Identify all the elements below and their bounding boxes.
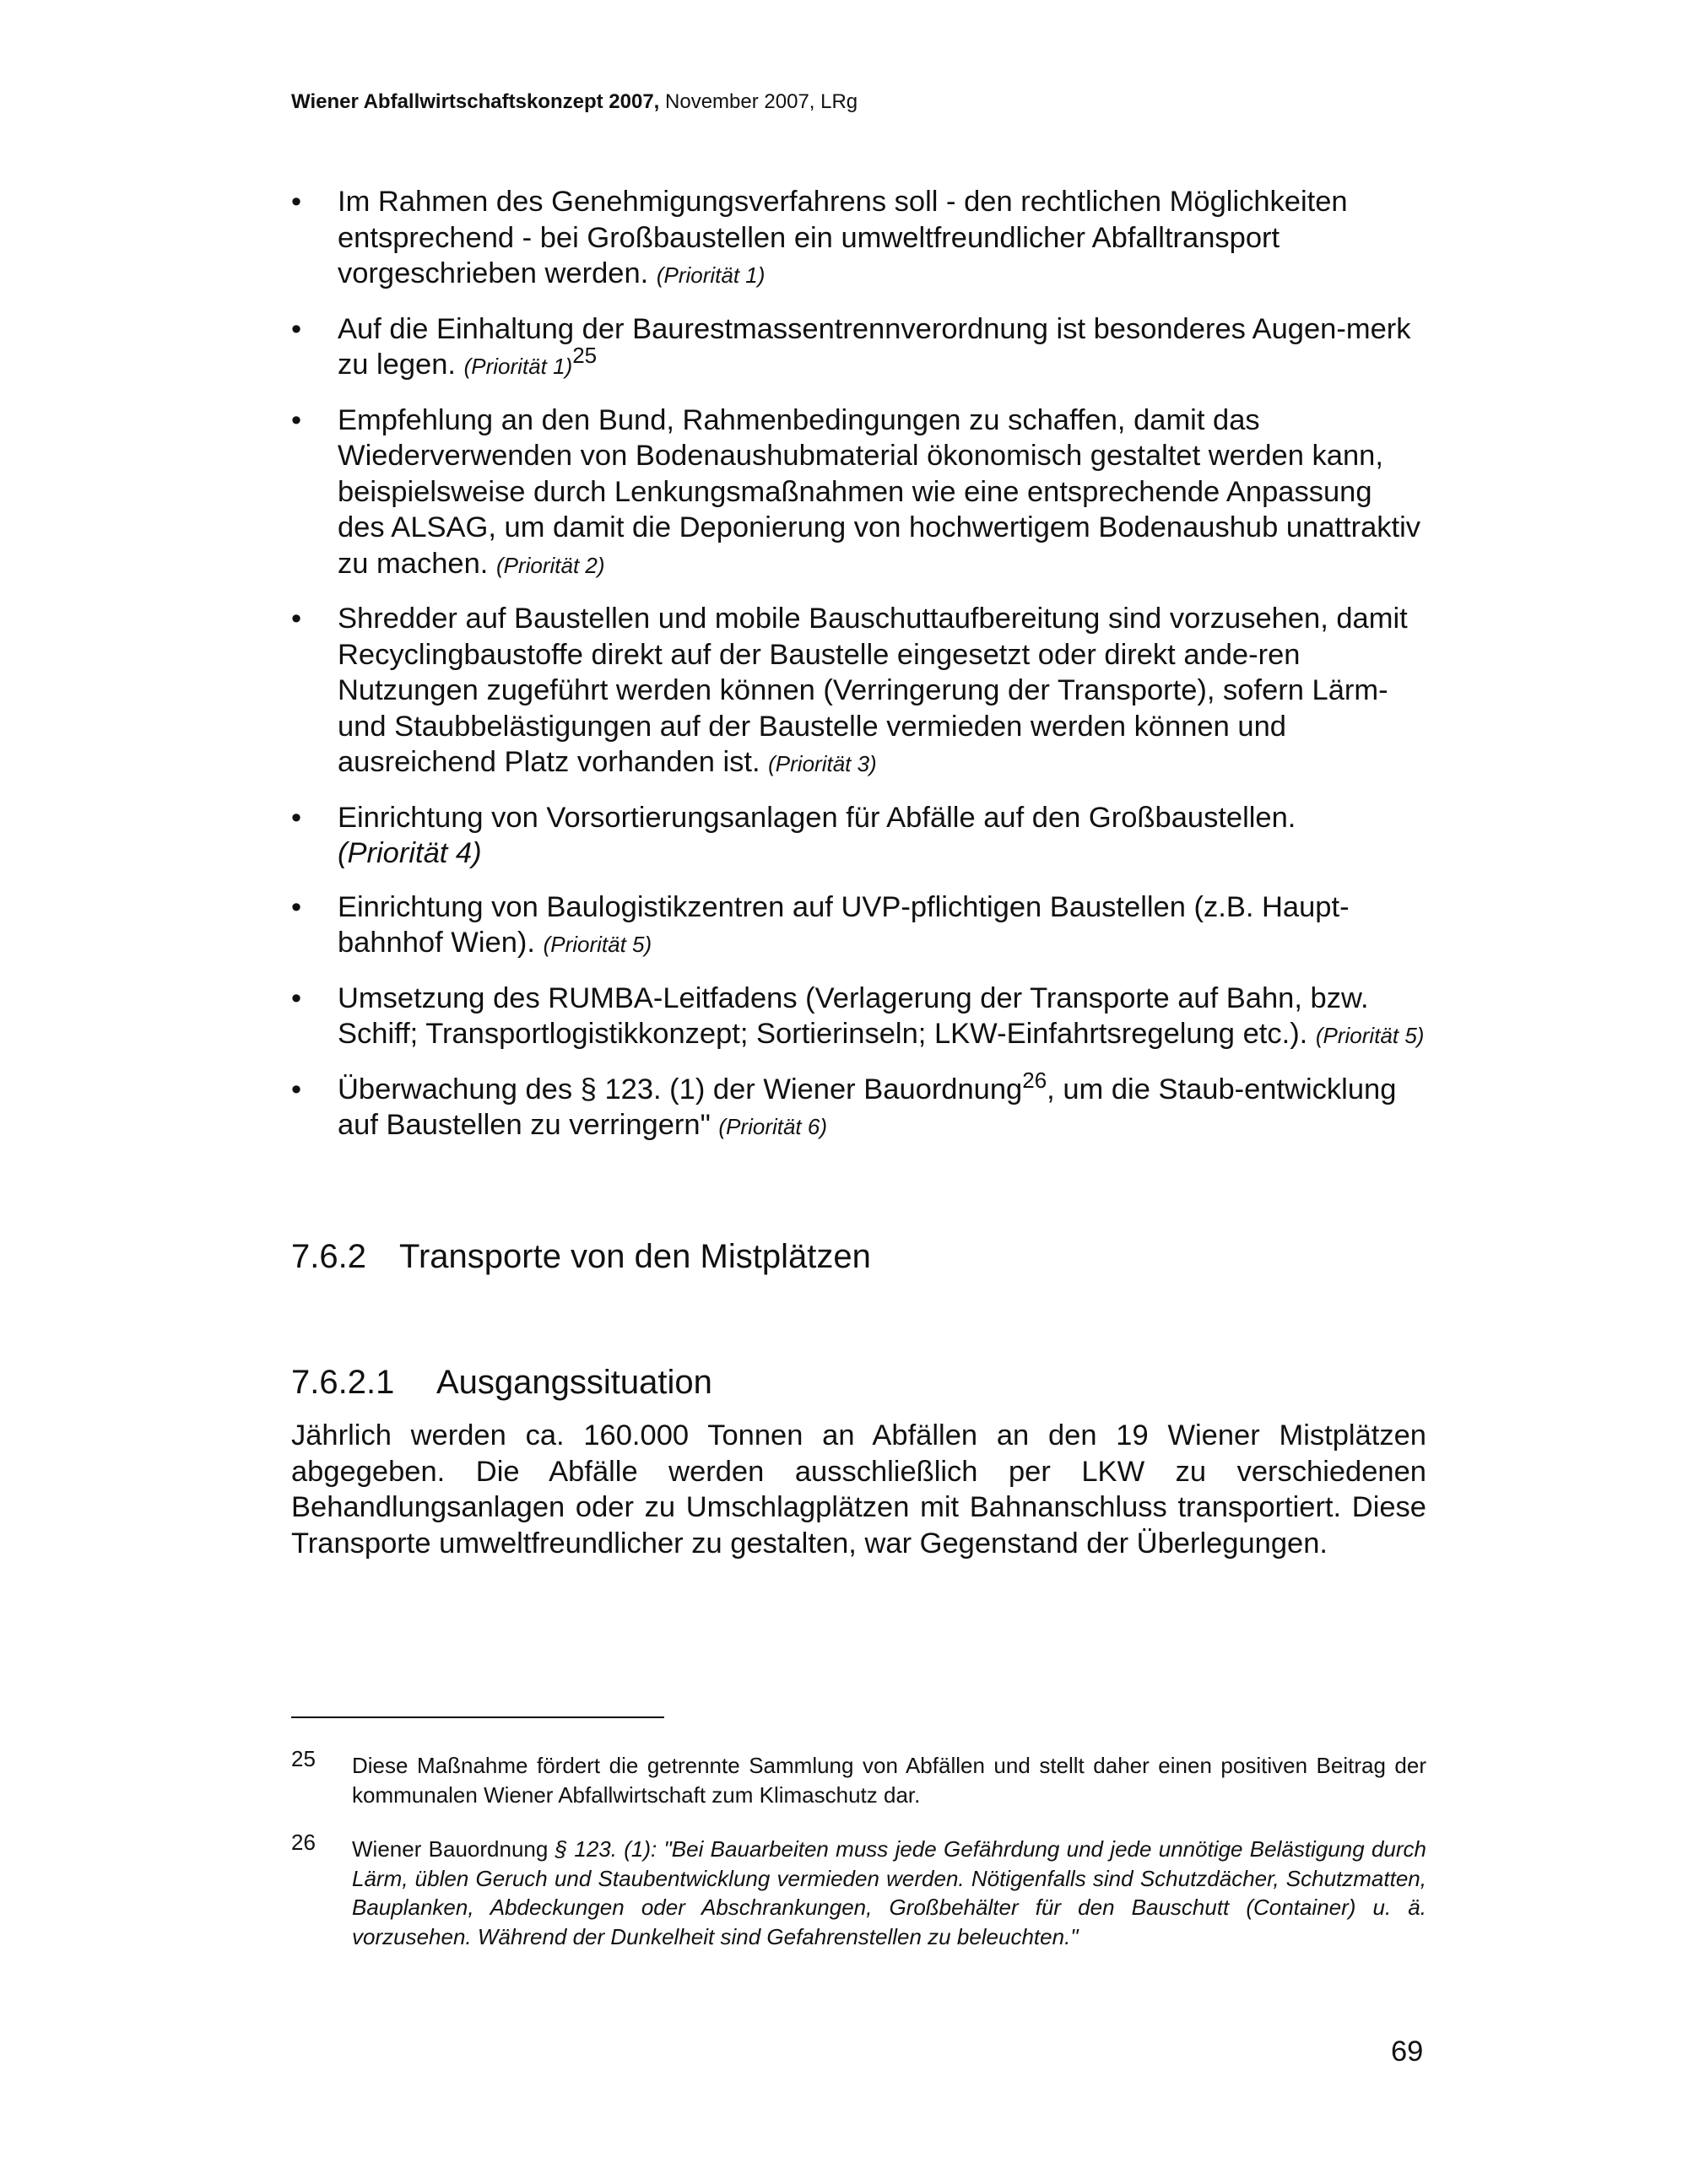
page-number: 69 xyxy=(1391,2035,1424,2068)
bullet-icon: • xyxy=(291,312,302,345)
subsection-heading xyxy=(291,1362,712,1403)
bullet-icon: • xyxy=(291,1073,302,1106)
list-item-text: Empfehlung an den Bund, Rahmenbedingungen zu schaffen, damit das Wiederverwenden von Bodenaushubmaterial ökonomisch gestaltet werden kann, beispielsweise durch Lenkungsmaßnahmen wie eine entsprechende Anpassung des ALSAG, um damit die Deponierung von hochwertigem Bodenaushub unattraktiv zu machen. xyxy=(338,403,1421,580)
subsection-number: 7.6.2.1 xyxy=(291,1364,395,1401)
subsection-title: Ausgangssituation xyxy=(436,1364,712,1401)
section-number: 7.6.2 xyxy=(291,1238,366,1275)
footnote-text: Diese Maßnahme fördert die getrennte Sammlung von Abfällen und stellt daher einen positiven Beitrag der kommunalen Wiener Abfallwirtschaft zum Klimaschutz dar. xyxy=(352,1753,1426,1808)
footnotes xyxy=(291,1746,1427,1976)
section-title: Transporte von den Mistplätzen xyxy=(399,1238,871,1275)
section-heading xyxy=(291,1236,871,1277)
footnote-quote: § 123. (1): "Bei Bauarbeiten muss jede Gefährdung und jede unnötige Belästigung durch Lärm, üblen Geruch und Staubentwicklung vermieden werden. Nötigenfalls sind Schutzdächer, Schutzmatten, Bauplanken, Abdeckungen oder Abschrankungen, Großbehälter für den Bauschutt (Container) u. ä. vorzusehen. Während der Dunkelheit sind Gefahrenstellen zu beleuchten." xyxy=(352,1836,1427,1949)
footnote-lead: Wiener Bauordnung xyxy=(352,1836,555,1862)
priority-label: (Priorität 4) xyxy=(338,837,482,869)
list-item-text: Einrichtung von Baulogistikzentren auf UVP-pflichtigen Baustellen (z.B. Haupt-bahnhof Wien). xyxy=(338,890,1350,959)
list-item-text: Shredder auf Baustellen und mobile Bauschuttaufbereitung sind vorzusehen, damit Recyclingbaustoffe direkt auf der Baustelle eingesetzt oder direkt ande-ren Nutzungen zugeführt werden können (Verringerung der Transporte), sofern Lärm- und Staubbelästigungen auf der Baustelle vermieden werden können und ausreichend Platz vorhanden ist. xyxy=(338,603,1408,778)
page-header xyxy=(291,90,858,114)
list-item-text: Einrichtung von Vorsortierungsanlagen für Abfälle auf den Großbaustellen. xyxy=(338,801,1296,834)
footnote-ref[interactable]: 26 xyxy=(1022,1067,1047,1093)
priority-label: (Priorität 6) xyxy=(718,1114,827,1139)
list-item-text: Überwachung des § 123. (1) der Wiener Bauordnung xyxy=(338,1073,1023,1106)
list-item-text: Im Rahmen des Genehmigungsverfahrens soll - den rechtlichen Möglichkeiten entsprechend - bei Großbaustellen ein umweltfreundlicher Abfalltransport vorgeschrieben werden. xyxy=(338,186,1348,289)
priority-label: (Priorität 2) xyxy=(495,552,605,578)
body-paragraph: Jährlich werden ca. 160.000 Tonnen an Abfällen an den 19 Wiener Mistplätzen abgegeben. Die Abfälle werden ausschließlich per LKW zu verschiedenen Behandlungsanlagen oder zu Umschlagplätzen mit Bahnanschluss transportiert. Diese Transporte umweltfreundlicher zu gestalten, war Gegenstand der Überlegungen. xyxy=(291,1419,1426,1560)
list-item xyxy=(291,403,1426,584)
footnote-ref[interactable]: 25 xyxy=(572,343,598,368)
footnote-number: 26 xyxy=(291,1830,316,1855)
priority-label: (Priorität 5) xyxy=(543,932,652,957)
list-item xyxy=(291,800,1426,872)
header-title: Wiener Abfallwirtschaftskonzept 2007, xyxy=(291,90,660,113)
list-item xyxy=(291,184,1426,294)
footnote-separator xyxy=(291,1716,664,1718)
list-item-text: Auf die Einhaltung der Baurestmassentrennverordnung ist besonderes Augen-merk zu legen. xyxy=(338,312,1411,381)
bullet-icon: • xyxy=(291,981,302,1014)
list-item xyxy=(291,601,1426,782)
bullet-icon: • xyxy=(291,801,302,834)
priority-label: (Priorität 1) xyxy=(656,262,766,288)
priority-label: (Priorität 3) xyxy=(768,751,877,776)
list-item-text: Umsetzung des RUMBA-Leitfadens (Verlagerung der Transporte auf Bahn, bzw. Schiff; Transportlogistikkonzept; Sortierinseln; LKW-Einfahrtsregelung etc.). xyxy=(338,981,1369,1050)
list-item xyxy=(291,889,1426,963)
list-item-text-continued: , um die Staub-entwicklung auf Baustellen zu verringern" xyxy=(338,1073,1397,1141)
bullet-icon: • xyxy=(291,186,302,218)
footnote xyxy=(291,1830,1427,1951)
footnote xyxy=(291,1746,1426,1809)
priority-bullet-list xyxy=(291,184,1426,1163)
bullet-icon: • xyxy=(291,403,302,436)
footnote-number: 25 xyxy=(291,1746,316,1771)
priority-label: (Priorität 1) xyxy=(463,354,573,379)
header-meta: November 2007, LRg xyxy=(659,90,858,113)
list-item xyxy=(291,1067,1426,1145)
bullet-icon: • xyxy=(291,890,302,923)
list-item xyxy=(291,981,1426,1054)
list-item xyxy=(291,311,1426,385)
bullet-icon: • xyxy=(291,603,302,635)
priority-label: (Priorität 5) xyxy=(1315,1023,1425,1048)
